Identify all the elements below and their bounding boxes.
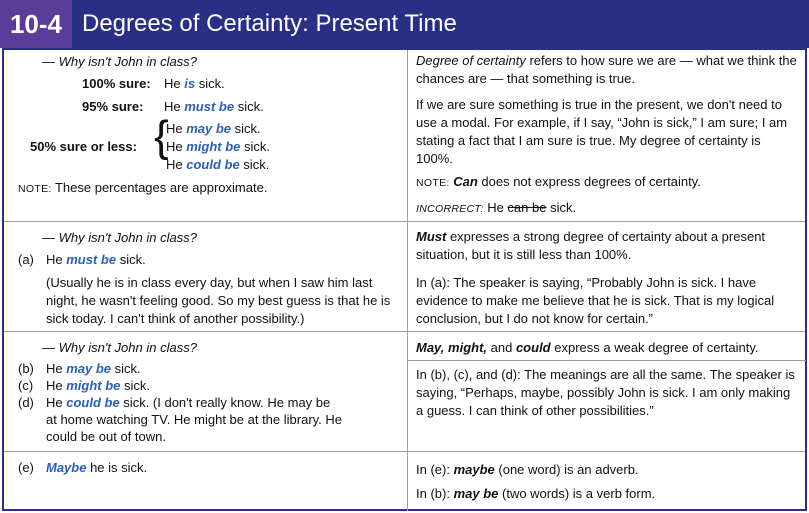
example-a: He must be sick. [46,252,146,267]
row-maybe [4,452,805,511]
row-degree-of-certainty [4,50,805,222]
brace-icon: { [154,112,169,161]
row1-definition: Degree of certainty refers to how sure we are — what we think the chances are — that something is true. [416,53,797,86]
row1-question: — Why isn't John in class? [42,54,197,69]
example-e-label: (e) [18,460,34,475]
sure50-option-2: He might be sick. [166,139,271,154]
example-d: He could be sick. (I don't really know. He may be [46,395,331,410]
weak-certainty-heading: May, might, and could express a weak degree of certainty. [416,340,759,355]
row3-right [407,332,805,451]
row4-left [4,452,406,511]
example-a-label: (a) [18,252,34,267]
row3-question: — Why isn't John in class? [42,340,197,355]
row2-question: — Why isn't John in class? [42,230,197,245]
row1-left [4,50,406,221]
section-title: Degrees of Certainty: Present Time [82,10,457,37]
grammar-chart-table [2,48,807,511]
sure100-example: He is sick. [164,76,225,91]
chart-header [0,0,809,48]
row2-left [4,222,406,331]
example-d-line3: could be out of town. [46,429,166,444]
example-d-line2: at home watching TV. He might be at the library. He [46,412,343,427]
row1-explanation: If we are sure something is true in the present, we don't need to use a modal. For example, if I say, “John is sick,” I am sure; I am stating a fact that I am sure is true. My degree of certainty is 100%. [416,97,788,166]
must-definition: Must expresses a strong degree of certainty about a present situation, but it is still less than 100%. [416,229,766,262]
sure100-label: 100% sure: [82,76,151,91]
sure95-label: 95% sure: [82,99,144,114]
may-be-verb-note: In (b): may be (two words) is a verb form. [416,486,656,501]
example-c: He might be sick. [46,378,151,393]
examples-bcd-meaning: In (b), (c), and (d): The meanings are all the same. The speaker is saying, “Perhaps, maybe, possibly John is sick. I am only making a guess. I can think of other possibilities.” [416,367,795,418]
row2-right [407,222,805,331]
row4-right [407,452,805,511]
row3-left [4,332,406,451]
example-b-label: (b) [18,361,34,376]
row1-right [407,50,805,221]
row-must [4,222,805,332]
example-a-meaning: In (a): The speaker is saying, “Probably John is sick. I have evidence to make me believe that he is sick. That is my logical conclusion, but I do not know for certain.” [416,275,775,326]
row-may-might-could [4,332,805,452]
sure50-option-1: He may be sick. [166,121,261,136]
row1-incorrect: INCORRECT: He can be sick. [416,200,577,215]
section-number: 10-4 [0,0,72,48]
sure50-label: 50% sure or less: [30,139,137,154]
example-a-explanation: (Usually he is in class every day, but when I saw him last night, he wasn't feeling good. So my best guess is that he is sick today. I can't think of another possibility.) [46,275,391,326]
sure50-option-3: He could be sick. [166,157,270,172]
example-d-label: (d) [18,395,34,410]
sure95-example: He must be sick. [164,99,264,114]
row1-right-note: NOTE: Can does not express degrees of certainty. [416,174,701,189]
example-e: Maybe he is sick. [46,460,148,475]
row1-note: NOTE: These percentages are approximate. [18,180,268,195]
example-b: He may be sick. [46,361,141,376]
example-c-label: (c) [18,378,34,393]
divider [408,360,806,361]
maybe-adverb-note: In (e): maybe (one word) is an adverb. [416,462,639,477]
